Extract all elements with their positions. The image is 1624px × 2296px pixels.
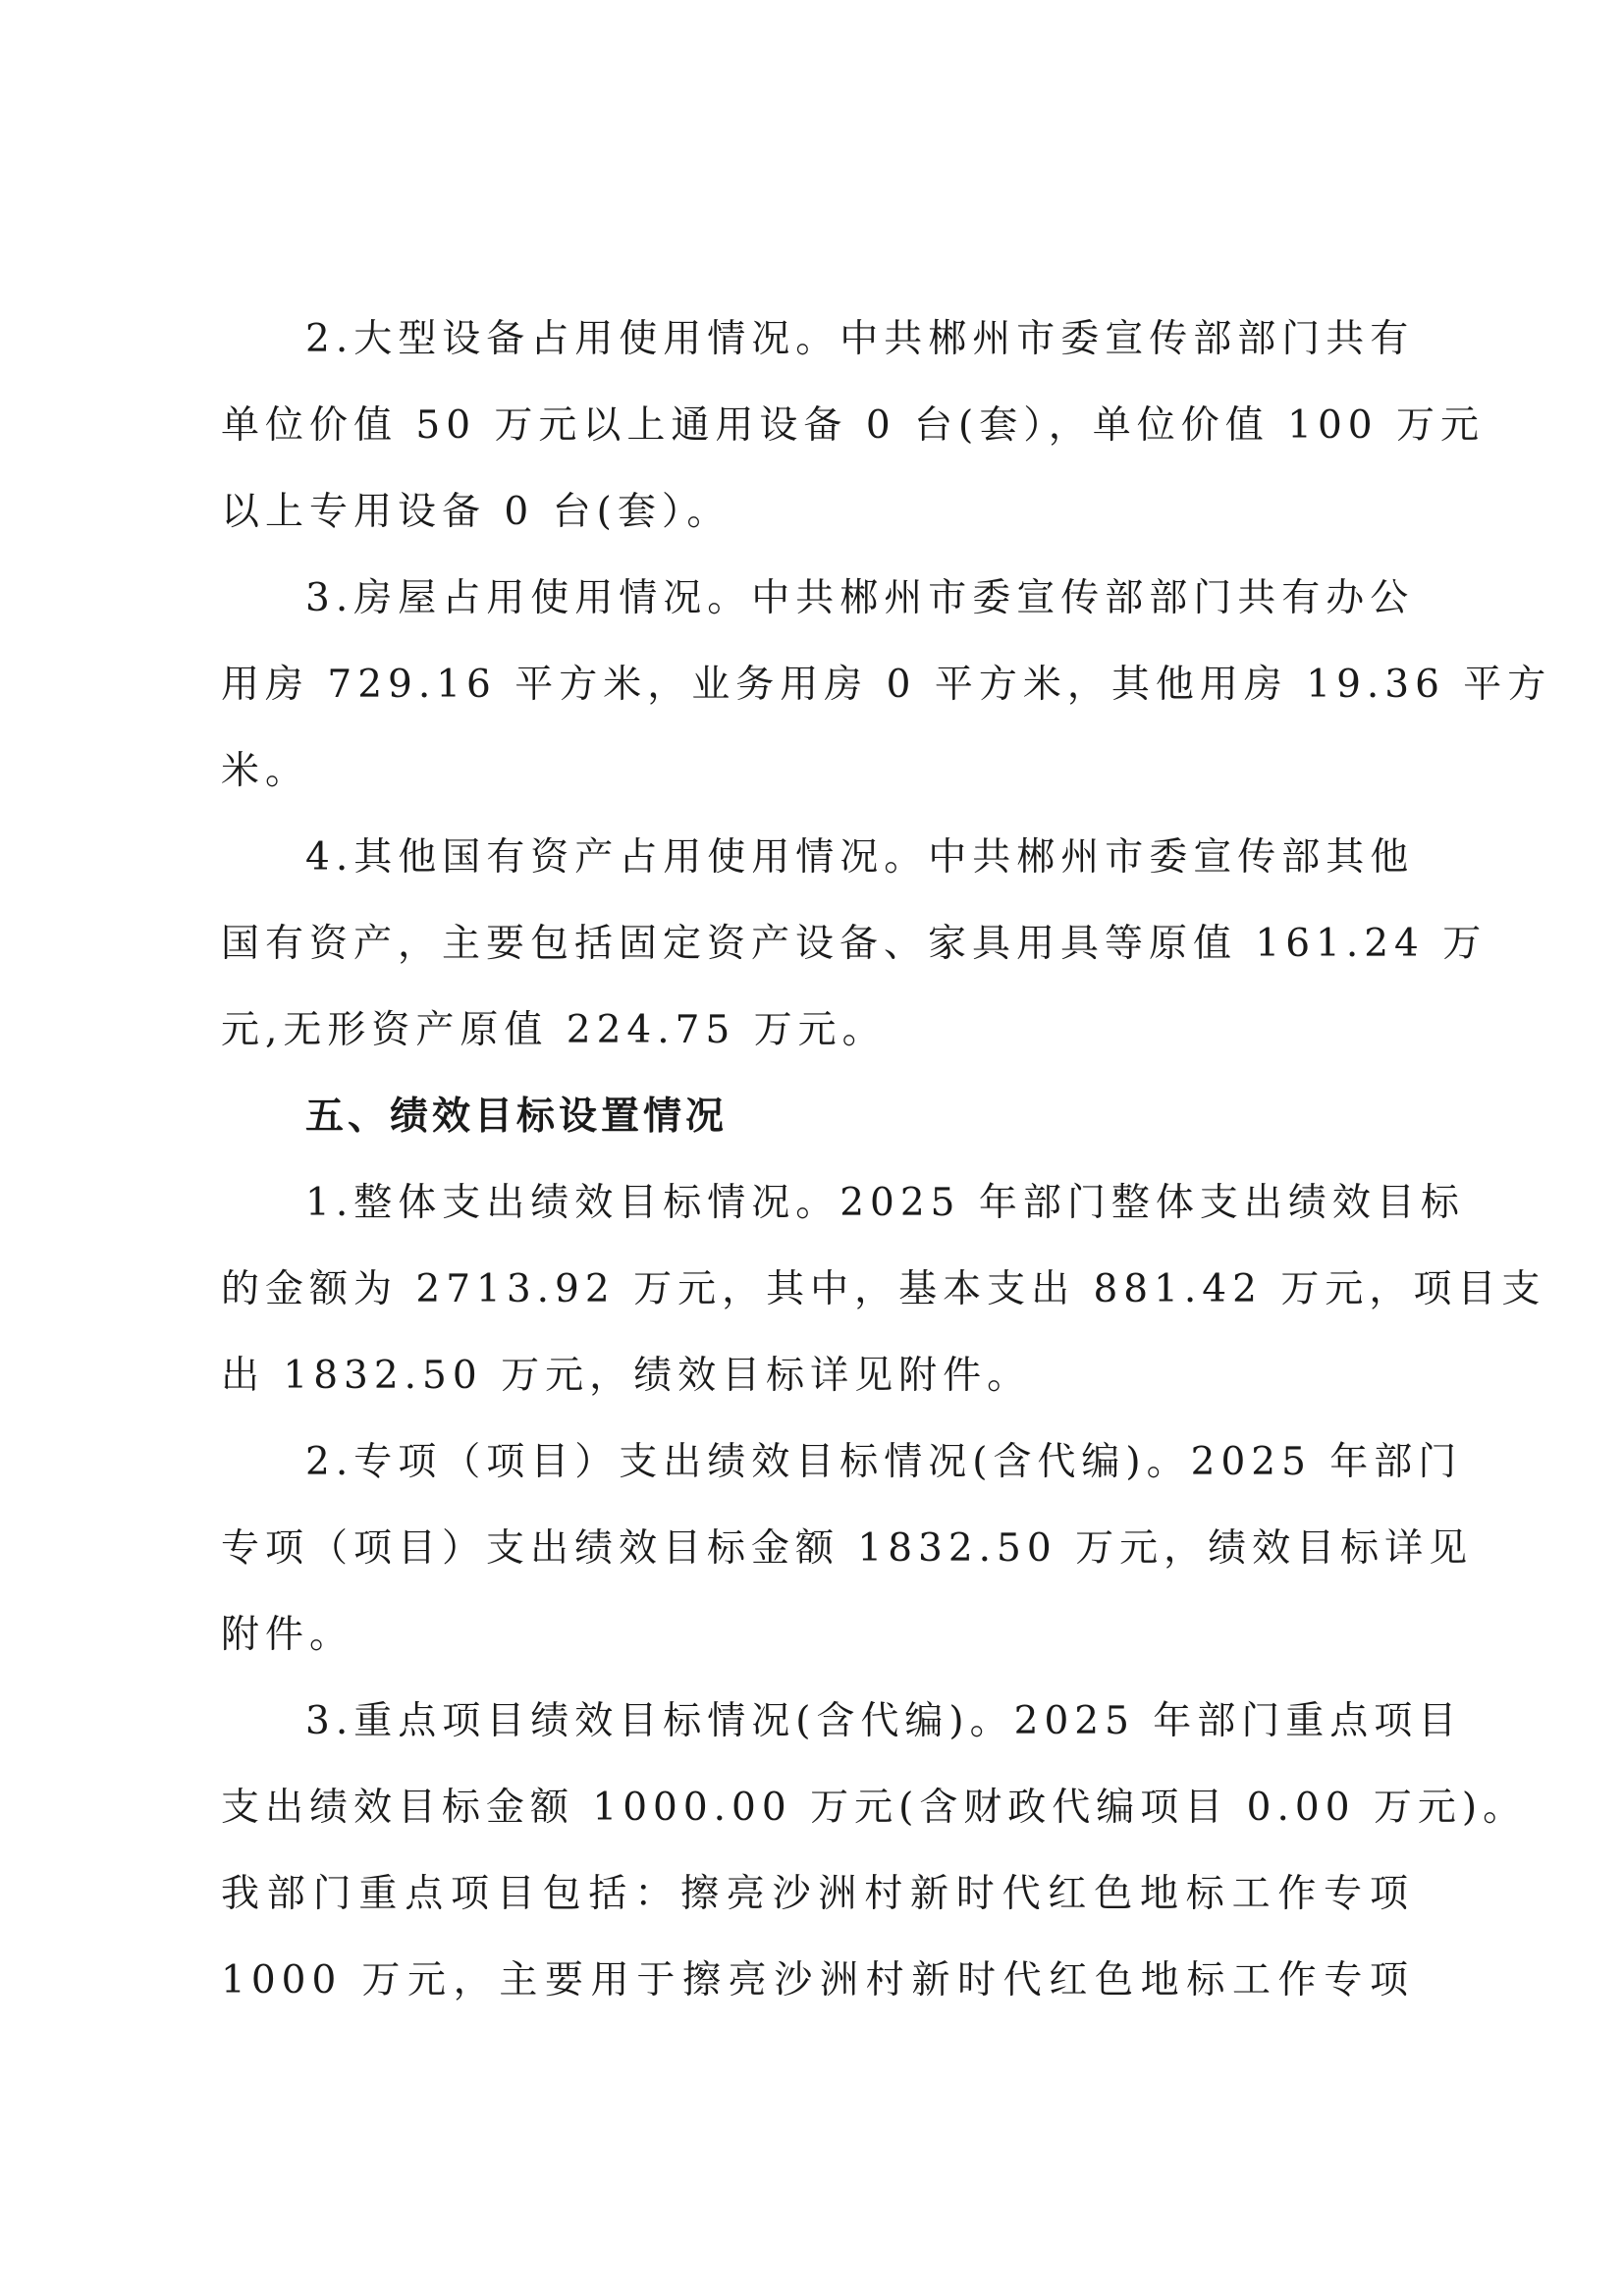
document-body: [221, 296, 1552, 2024]
paragraph-line: 用房 729.16 平方米，业务用房 0 平方米，其他用房 19.36 平方: [221, 663, 1552, 707]
paragraph-line: 米。: [221, 749, 310, 793]
paragraph-line: 的金额为 2713.92 万元，其中，基本支出 881.42 万元，项目支: [221, 1267, 1546, 1311]
paragraph-special-project: [221, 1419, 1474, 1679]
paragraph-line: 元,无形资产原值 224.75 万元。: [221, 1008, 887, 1052]
paragraph-line: 1.整体支出绩效目标情况。2025 年部门整体支出绩效目标: [305, 1181, 1465, 1225]
paragraph-line: 3.房屋占用使用情况。中共郴州市委宣传部部门共有办公: [305, 576, 1415, 620]
paragraph-line: 4.其他国有资产占用使用情况。中共郴州市委宣传部其他: [305, 835, 1415, 880]
paragraph-large-equipment: [221, 296, 1485, 556]
section-heading: 五、绩效目标设置情况: [305, 1095, 729, 1139]
paragraph-line: 出 1832.50 万元，绩效目标详见附件。: [221, 1354, 1032, 1398]
paragraph-line: 2.大型设备占用使用情况。中共郴州市委宣传部部门共有: [305, 317, 1415, 361]
paragraph-line: 以上专用设备 0 台(套）。: [221, 490, 731, 534]
paragraph-line: 1000 万元，主要用于擦亮沙洲村新时代红色地标工作专项: [221, 1958, 1414, 2002]
paragraph-line: 3.重点项目绩效目标情况(含代编)。2025 年部门重点项目: [305, 1699, 1463, 1743]
paragraph-line: 支出绩效目标金额 1000.00 万元(含财政代编项目 0.00 万元)。: [221, 1786, 1528, 1830]
paragraph-line: 专项（项目）支出绩效目标金额 1832.50 万元，绩效目标详见: [221, 1526, 1474, 1571]
paragraph-overall-expenditure: [221, 1160, 1546, 1419]
paragraph-line: 国有资产，主要包括固定资产设备、家具用具等原值 161.24 万: [221, 922, 1488, 966]
paragraph-line: 我部门重点项目包括：擦亮沙洲村新时代红色地标工作专项: [221, 1872, 1414, 1916]
paragraph-housing: [221, 556, 1552, 815]
paragraph-line: 附件。: [221, 1613, 354, 1657]
paragraph-other-assets: [221, 815, 1488, 1074]
paragraph-line: 2.专项（项目）支出绩效目标情况(含代编)。2025 年部门: [305, 1440, 1463, 1484]
paragraph-key-project: [221, 1679, 1528, 2024]
paragraph-line: 单位价值 50 万元以上通用设备 0 台(套），单位价值 100 万元: [221, 403, 1485, 448]
